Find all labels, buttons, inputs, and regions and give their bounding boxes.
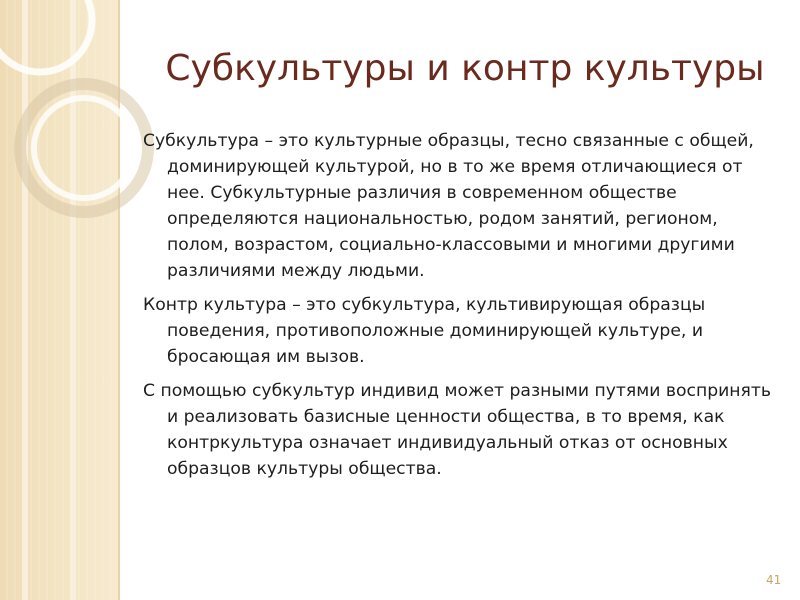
paragraph-subculture: Субкультура – это культурные образцы, тесно связанные с общей, доминирующей культурой, но в то же время отличающиеся от нее. Субкультурные различия в современном обществе определяются национальностью, родом занятий, регионом, полом, возрастом, социально-классовыми и многими другими различиями между людьми. — [143, 131, 754, 281]
decorative-circles — [0, 0, 160, 260]
page-number: 41 — [766, 573, 782, 587]
paragraph-values: С помощью субкультур индивид может разными путями воспринять и реализовать базисные ценности общества, в то время, как контркультура означает индивидуальный отказ от основных образцов культуры общества. — [143, 381, 771, 479]
circle-ring-outer — [20, 84, 148, 212]
slide-title: Субкультуры и контр культуры — [165, 48, 765, 89]
circle-ring-inner — [34, 98, 134, 198]
paragraph-counterculture: Контр культура – это субкультура, культивирующая образцы поведения, противоположные доминирующей культуре, и бросающая им вызов. — [143, 295, 706, 367]
slide-body — [143, 128, 783, 490]
circle-ring-top — [0, 0, 92, 72]
